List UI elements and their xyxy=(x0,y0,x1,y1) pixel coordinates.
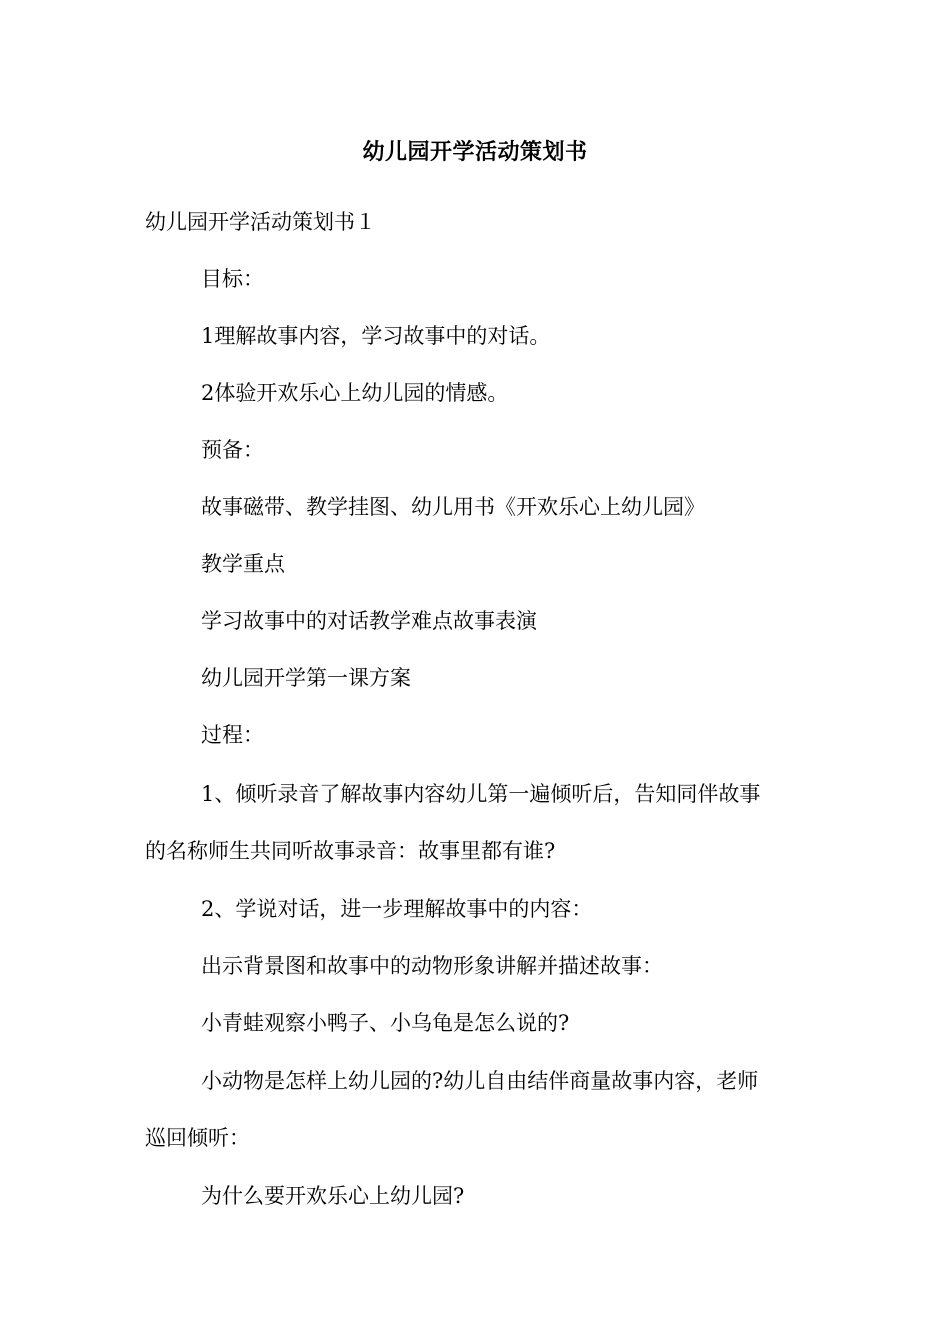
teaching-focus-heading: 教学重点 xyxy=(201,552,285,576)
goal-item-1: 1理解故事内容，学习故事中的对话。 xyxy=(201,324,551,348)
step-2-discussion-line-2: 巡回倾听： xyxy=(145,1126,250,1150)
process-heading: 过程： xyxy=(201,723,264,747)
step-1-line-2: 的名称师生共同听故事录音：故事里都有谁? xyxy=(145,839,556,863)
step-2-discussion-line-1: 小动物是怎样上幼儿园的?幼儿自由结伴商量故事内容，老师 xyxy=(201,1069,759,1093)
section-heading: 幼儿园开学活动策划书１ xyxy=(145,210,376,234)
goals-heading: 目标： xyxy=(201,267,264,291)
step-2-question: 小青蛙观察小鸭子、小乌龟是怎么说的? xyxy=(201,1011,570,1035)
final-question: 为什么要开欢乐心上幼儿园? xyxy=(201,1184,465,1208)
step-2-show-pictures: 出示背景图和故事中的动物形象讲解并描述故事： xyxy=(201,954,663,978)
first-lesson-plan: 幼儿园开学第一课方案 xyxy=(201,666,411,690)
preparation-heading: 预备： xyxy=(201,438,264,462)
preparation-materials: 故事磁带、教学挂图、幼儿用书《开欢乐心上幼儿园》 xyxy=(201,495,705,519)
goal-item-2: 2体验开欢乐心上幼儿园的情感。 xyxy=(201,381,509,405)
step-1-line-1: 1、倾听录音了解故事内容幼儿第一遍倾听后，告知同伴故事 xyxy=(201,782,761,806)
step-2-heading: 2、学说对话，进一步理解故事中的内容： xyxy=(201,897,593,921)
teaching-focus-text: 学习故事中的对话教学难点故事表演 xyxy=(201,609,537,633)
document-title: 幼儿园开学活动策划书 xyxy=(362,139,588,165)
